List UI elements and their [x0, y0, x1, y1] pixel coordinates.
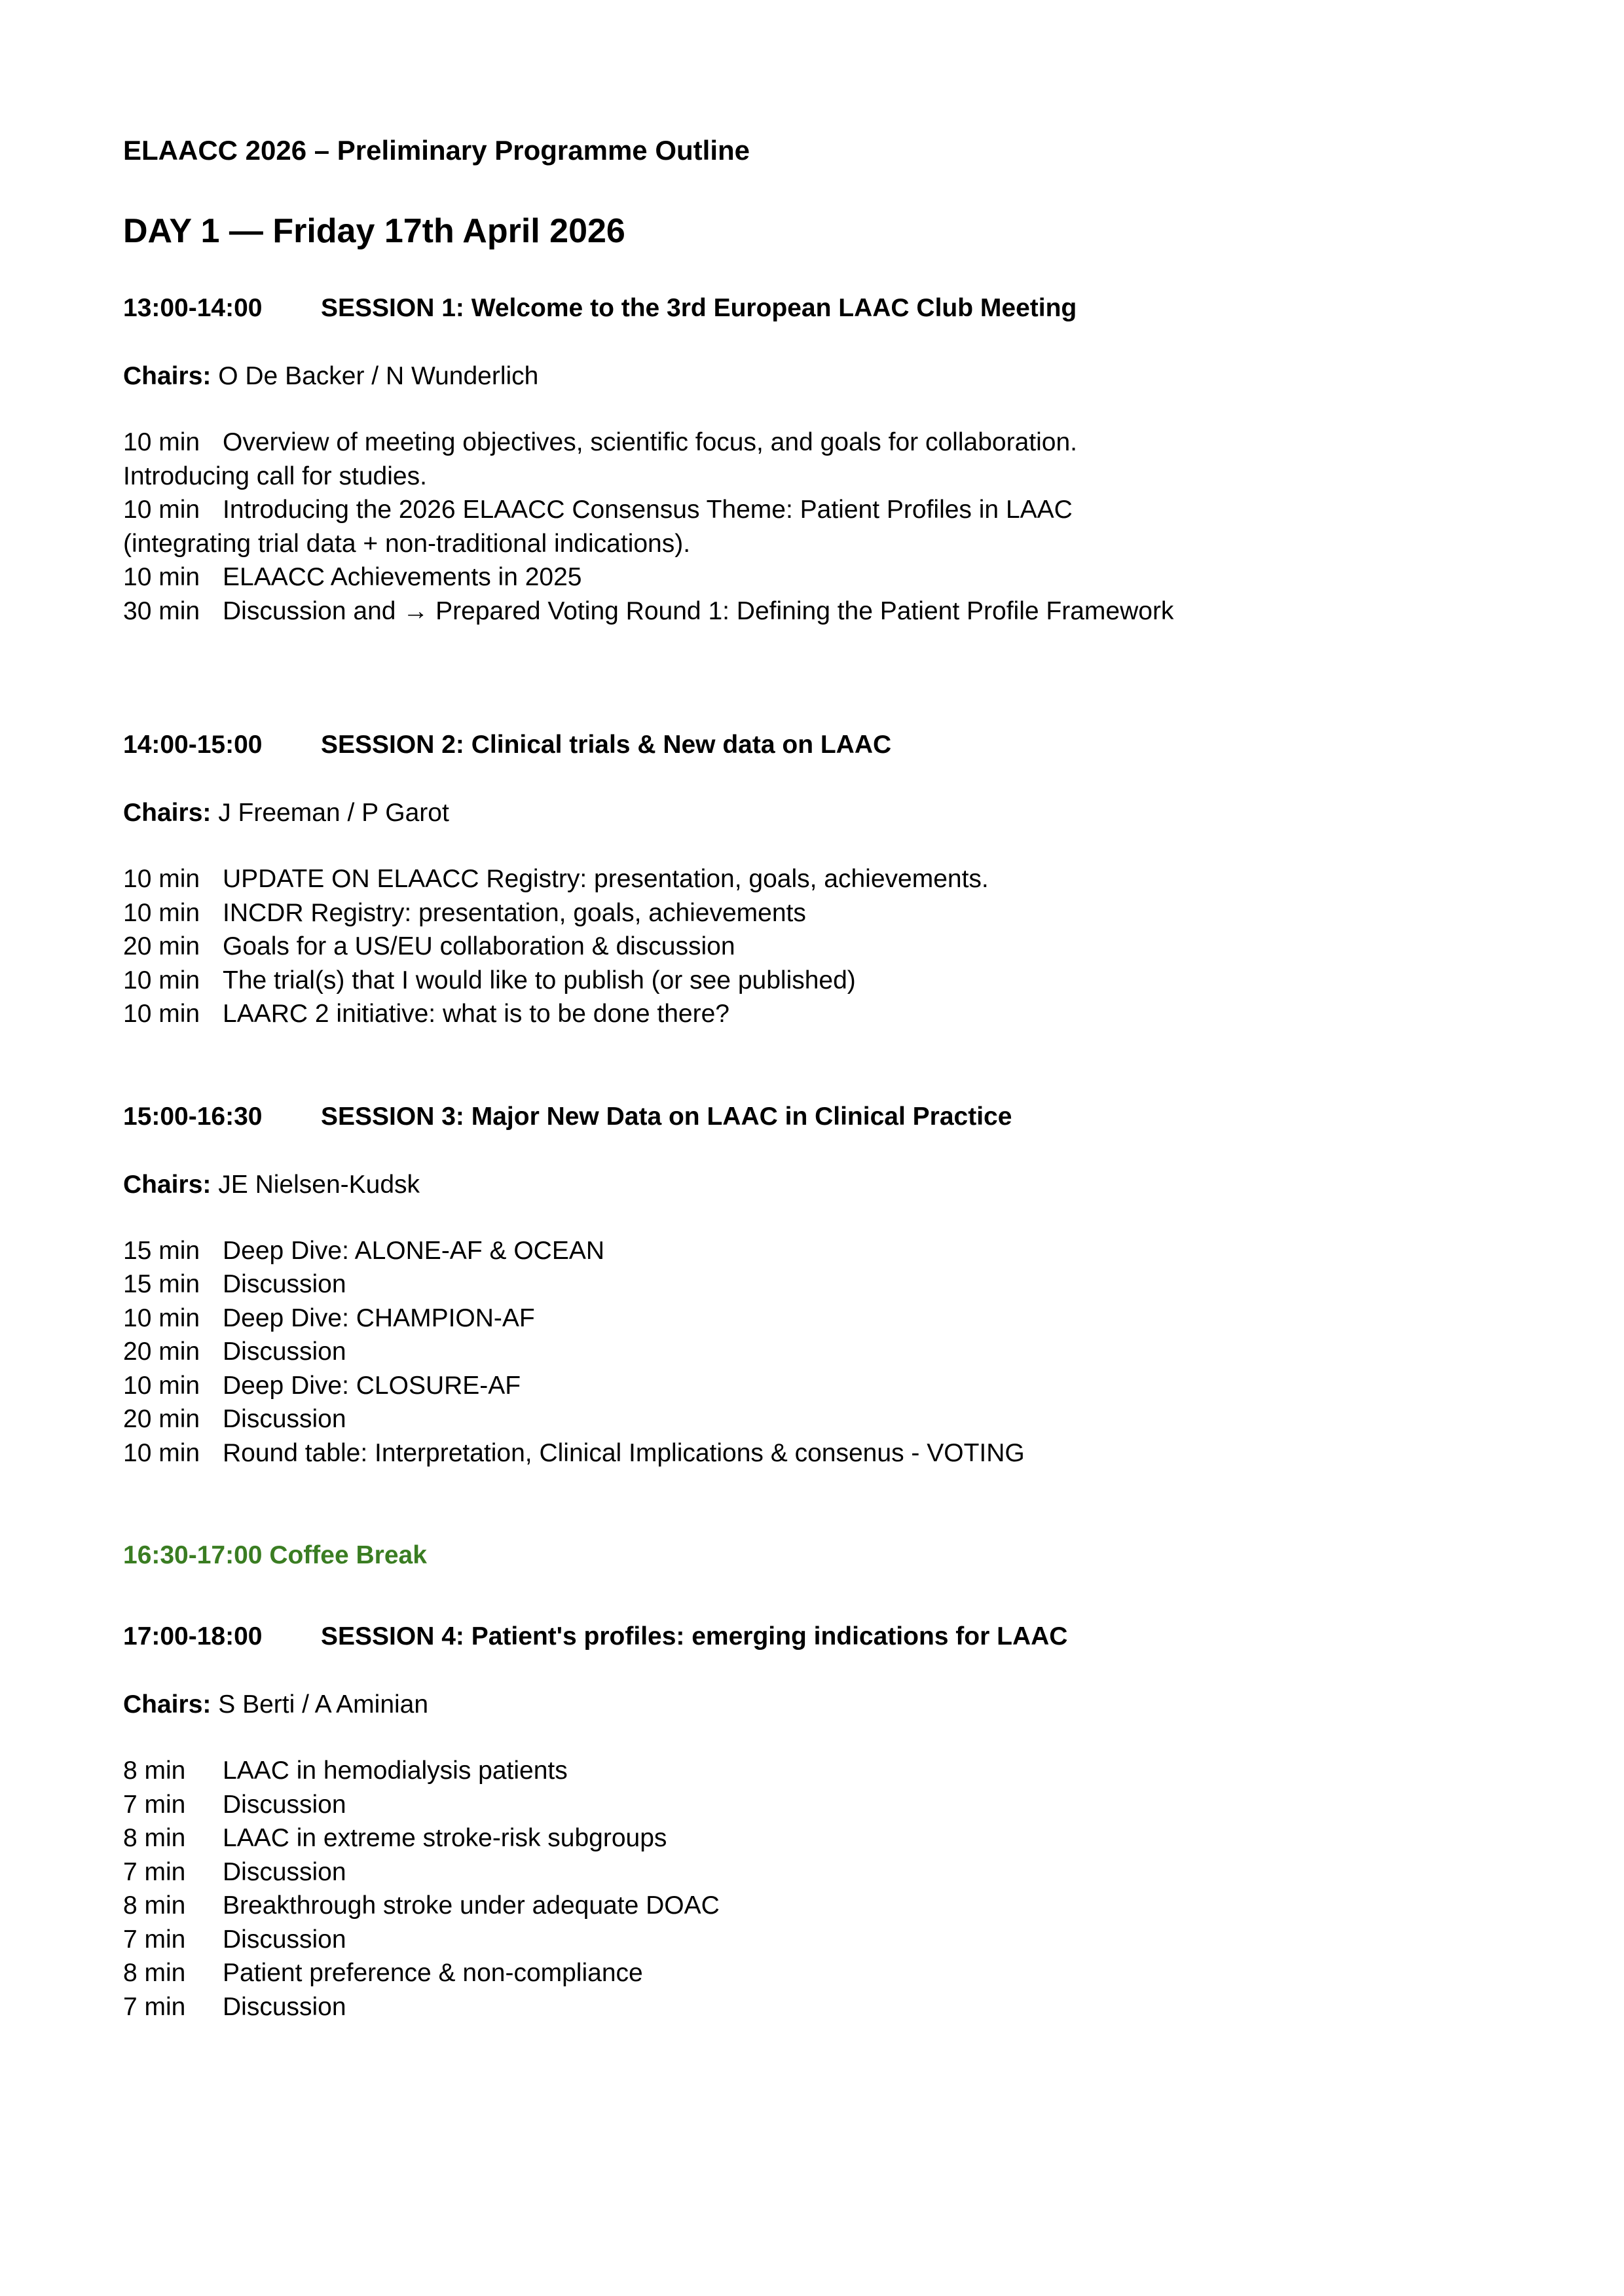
session-4: [123, 1618, 1498, 2024]
session-chairs: [123, 1166, 1498, 1204]
session-time: 17:00-18:00: [123, 1622, 263, 1650]
chairs-names: JE Nielsen-Kudsk: [218, 1170, 420, 1199]
item-duration: 10 min: [123, 1303, 200, 1332]
item-duration: 8 min: [123, 1891, 186, 1920]
item-duration: 30 min: [123, 596, 200, 625]
item-duration: 15 min: [123, 1270, 200, 1298]
agenda-item: [123, 1956, 1498, 1990]
item-text: LAARC 2 initiative: what is to be done there?: [223, 1000, 729, 1028]
item-text: ELAACC Achievements in 2025: [223, 563, 582, 591]
item-duration: 10 min: [123, 496, 200, 524]
item-text: Overview of meeting objectives, scientific focus, and goals for collaboration.: [223, 428, 1077, 456]
agenda-item: [123, 896, 1498, 930]
item-text: Discussion: [223, 1405, 346, 1433]
agenda-item: [123, 1267, 1498, 1302]
agenda-item: [123, 560, 1498, 594]
agenda-item: [123, 1335, 1498, 1369]
agenda-item: [123, 1821, 1498, 1855]
agenda-item: [123, 1889, 1498, 1923]
agenda-item: [123, 1990, 1498, 2024]
document-title: ELAACC 2026 – Preliminary Programme Outline: [123, 135, 750, 166]
agenda-item-continuation: (integrating trial data + non-traditional indications).: [123, 529, 691, 558]
session-time: 13:00-14:00: [123, 294, 263, 322]
chairs-names: S Berti / A Aminian: [218, 1690, 429, 1719]
item-duration: 7 min: [123, 1857, 186, 1886]
item-text: Discussion: [223, 1857, 346, 1886]
agenda-item: [123, 862, 1498, 896]
session-title: SESSION 1: Welcome to the 3rd European LAAC Club Meeting: [321, 294, 1077, 322]
item-text: Deep Dive: CHAMPION-AF: [223, 1303, 535, 1332]
item-text: INCDR Registry: presentation, goals, achievements: [223, 898, 806, 927]
item-text: Discussion: [223, 1992, 346, 2021]
agenda-item: [123, 1369, 1498, 1403]
session-time: 15:00-16:30: [123, 1102, 263, 1131]
agenda-item: [123, 1788, 1498, 1822]
item-duration: 8 min: [123, 1959, 186, 1987]
item-duration: 10 min: [123, 1371, 200, 1400]
item-duration: 10 min: [123, 1438, 200, 1467]
item-text: Goals for a US/EU collaboration & discussion: [223, 932, 735, 960]
session-chairs: [123, 794, 1498, 832]
item-duration: 20 min: [123, 932, 200, 960]
session-chairs: [123, 357, 1498, 395]
agenda-item: [123, 594, 1498, 629]
session-header: [123, 1618, 1498, 1656]
agenda-item: [123, 1436, 1498, 1470]
item-text: UPDATE ON ELAACC Registry: presentation, goals, achievements.: [223, 865, 989, 893]
item-text: Deep Dive: CLOSURE-AF: [223, 1371, 521, 1400]
session-agenda: [123, 862, 1498, 1031]
item-text: LAAC in extreme stroke-risk subgroups: [223, 1824, 667, 1852]
item-duration: 8 min: [123, 1757, 186, 1785]
session-header: [123, 289, 1498, 327]
session-title: SESSION 2: Clinical trials & New data on LAAC: [321, 731, 892, 759]
session-2: [123, 726, 1498, 1031]
item-duration: 20 min: [123, 1405, 200, 1433]
agenda-item-continuation: Introducing call for studies.: [123, 462, 427, 490]
item-text: LAAC in hemodialysis patients: [223, 1757, 568, 1785]
session-agenda: [123, 1754, 1498, 2024]
item-text: Discussion: [223, 1790, 346, 1819]
agenda-item: [123, 1923, 1498, 1957]
agenda-item: [123, 1855, 1498, 1889]
item-duration: 10 min: [123, 966, 200, 994]
session-header: [123, 1098, 1498, 1136]
agenda-item: [123, 1302, 1498, 1336]
agenda-item: [123, 1402, 1498, 1436]
session-title: SESSION 3: Major New Data on LAAC in Clinical Practice: [321, 1102, 1012, 1131]
item-text: Patient preference & non-compliance: [223, 1959, 643, 1987]
item-duration: 10 min: [123, 563, 200, 591]
item-text: Round table: Interpretation, Clinical Implications & consenus - VOTING: [223, 1438, 1025, 1467]
session-chairs: [123, 1686, 1498, 1724]
session-3: [123, 1098, 1498, 1470]
item-text: Discussion: [223, 1925, 346, 1954]
item-duration: 20 min: [123, 1338, 200, 1366]
session-agenda: [123, 1234, 1498, 1470]
item-text: Discussion: [223, 1338, 346, 1366]
item-duration: 7 min: [123, 1790, 186, 1819]
item-text: Deep Dive: ALONE-AF & OCEAN: [223, 1236, 605, 1265]
programme-page: [123, 130, 1498, 2024]
agenda-item: [123, 964, 1498, 998]
chairs-label: Chairs:: [123, 1690, 212, 1719]
session-header: [123, 726, 1498, 764]
item-duration: 8 min: [123, 1824, 186, 1852]
item-duration: 10 min: [123, 428, 200, 456]
item-text: Discussion and → Prepared Voting Round 1: Defining the Patient Profile Framework: [223, 596, 1174, 625]
item-text: The trial(s) that I would like to publish (or see published): [223, 966, 856, 994]
item-duration: 10 min: [123, 865, 200, 893]
item-duration: 10 min: [123, 898, 200, 927]
item-duration: 7 min: [123, 1925, 186, 1954]
session-time: 14:00-15:00: [123, 731, 263, 759]
chairs-label: Chairs:: [123, 362, 212, 390]
agenda-item: [123, 426, 1498, 460]
chairs-names: O De Backer / N Wunderlich: [218, 362, 539, 390]
day-heading: DAY 1 — Friday 17th April 2026: [123, 212, 625, 250]
chairs-label: Chairs:: [123, 799, 212, 827]
session-title: SESSION 4: Patient's profiles: emerging indications for LAAC: [321, 1622, 1068, 1650]
coffee-break: 16:30-17:00 Coffee Break: [123, 1541, 427, 1569]
agenda-item: [123, 493, 1498, 527]
item-text: Discussion: [223, 1270, 346, 1298]
chairs-label: Chairs:: [123, 1170, 212, 1199]
item-duration: 15 min: [123, 1236, 200, 1265]
item-duration: 7 min: [123, 1992, 186, 2021]
session-agenda: [123, 426, 1498, 628]
chairs-names: J Freeman / P Garot: [218, 799, 449, 827]
item-text: Breakthrough stroke under adequate DOAC: [223, 1891, 720, 1920]
item-text: Introducing the 2026 ELAACC Consensus Theme: Patient Profiles in LAAC: [223, 496, 1073, 524]
item-duration: 10 min: [123, 1000, 200, 1028]
agenda-item: [123, 997, 1498, 1031]
agenda-item: [123, 1754, 1498, 1788]
session-1: [123, 289, 1498, 628]
agenda-item: [123, 930, 1498, 964]
agenda-item: [123, 1234, 1498, 1268]
